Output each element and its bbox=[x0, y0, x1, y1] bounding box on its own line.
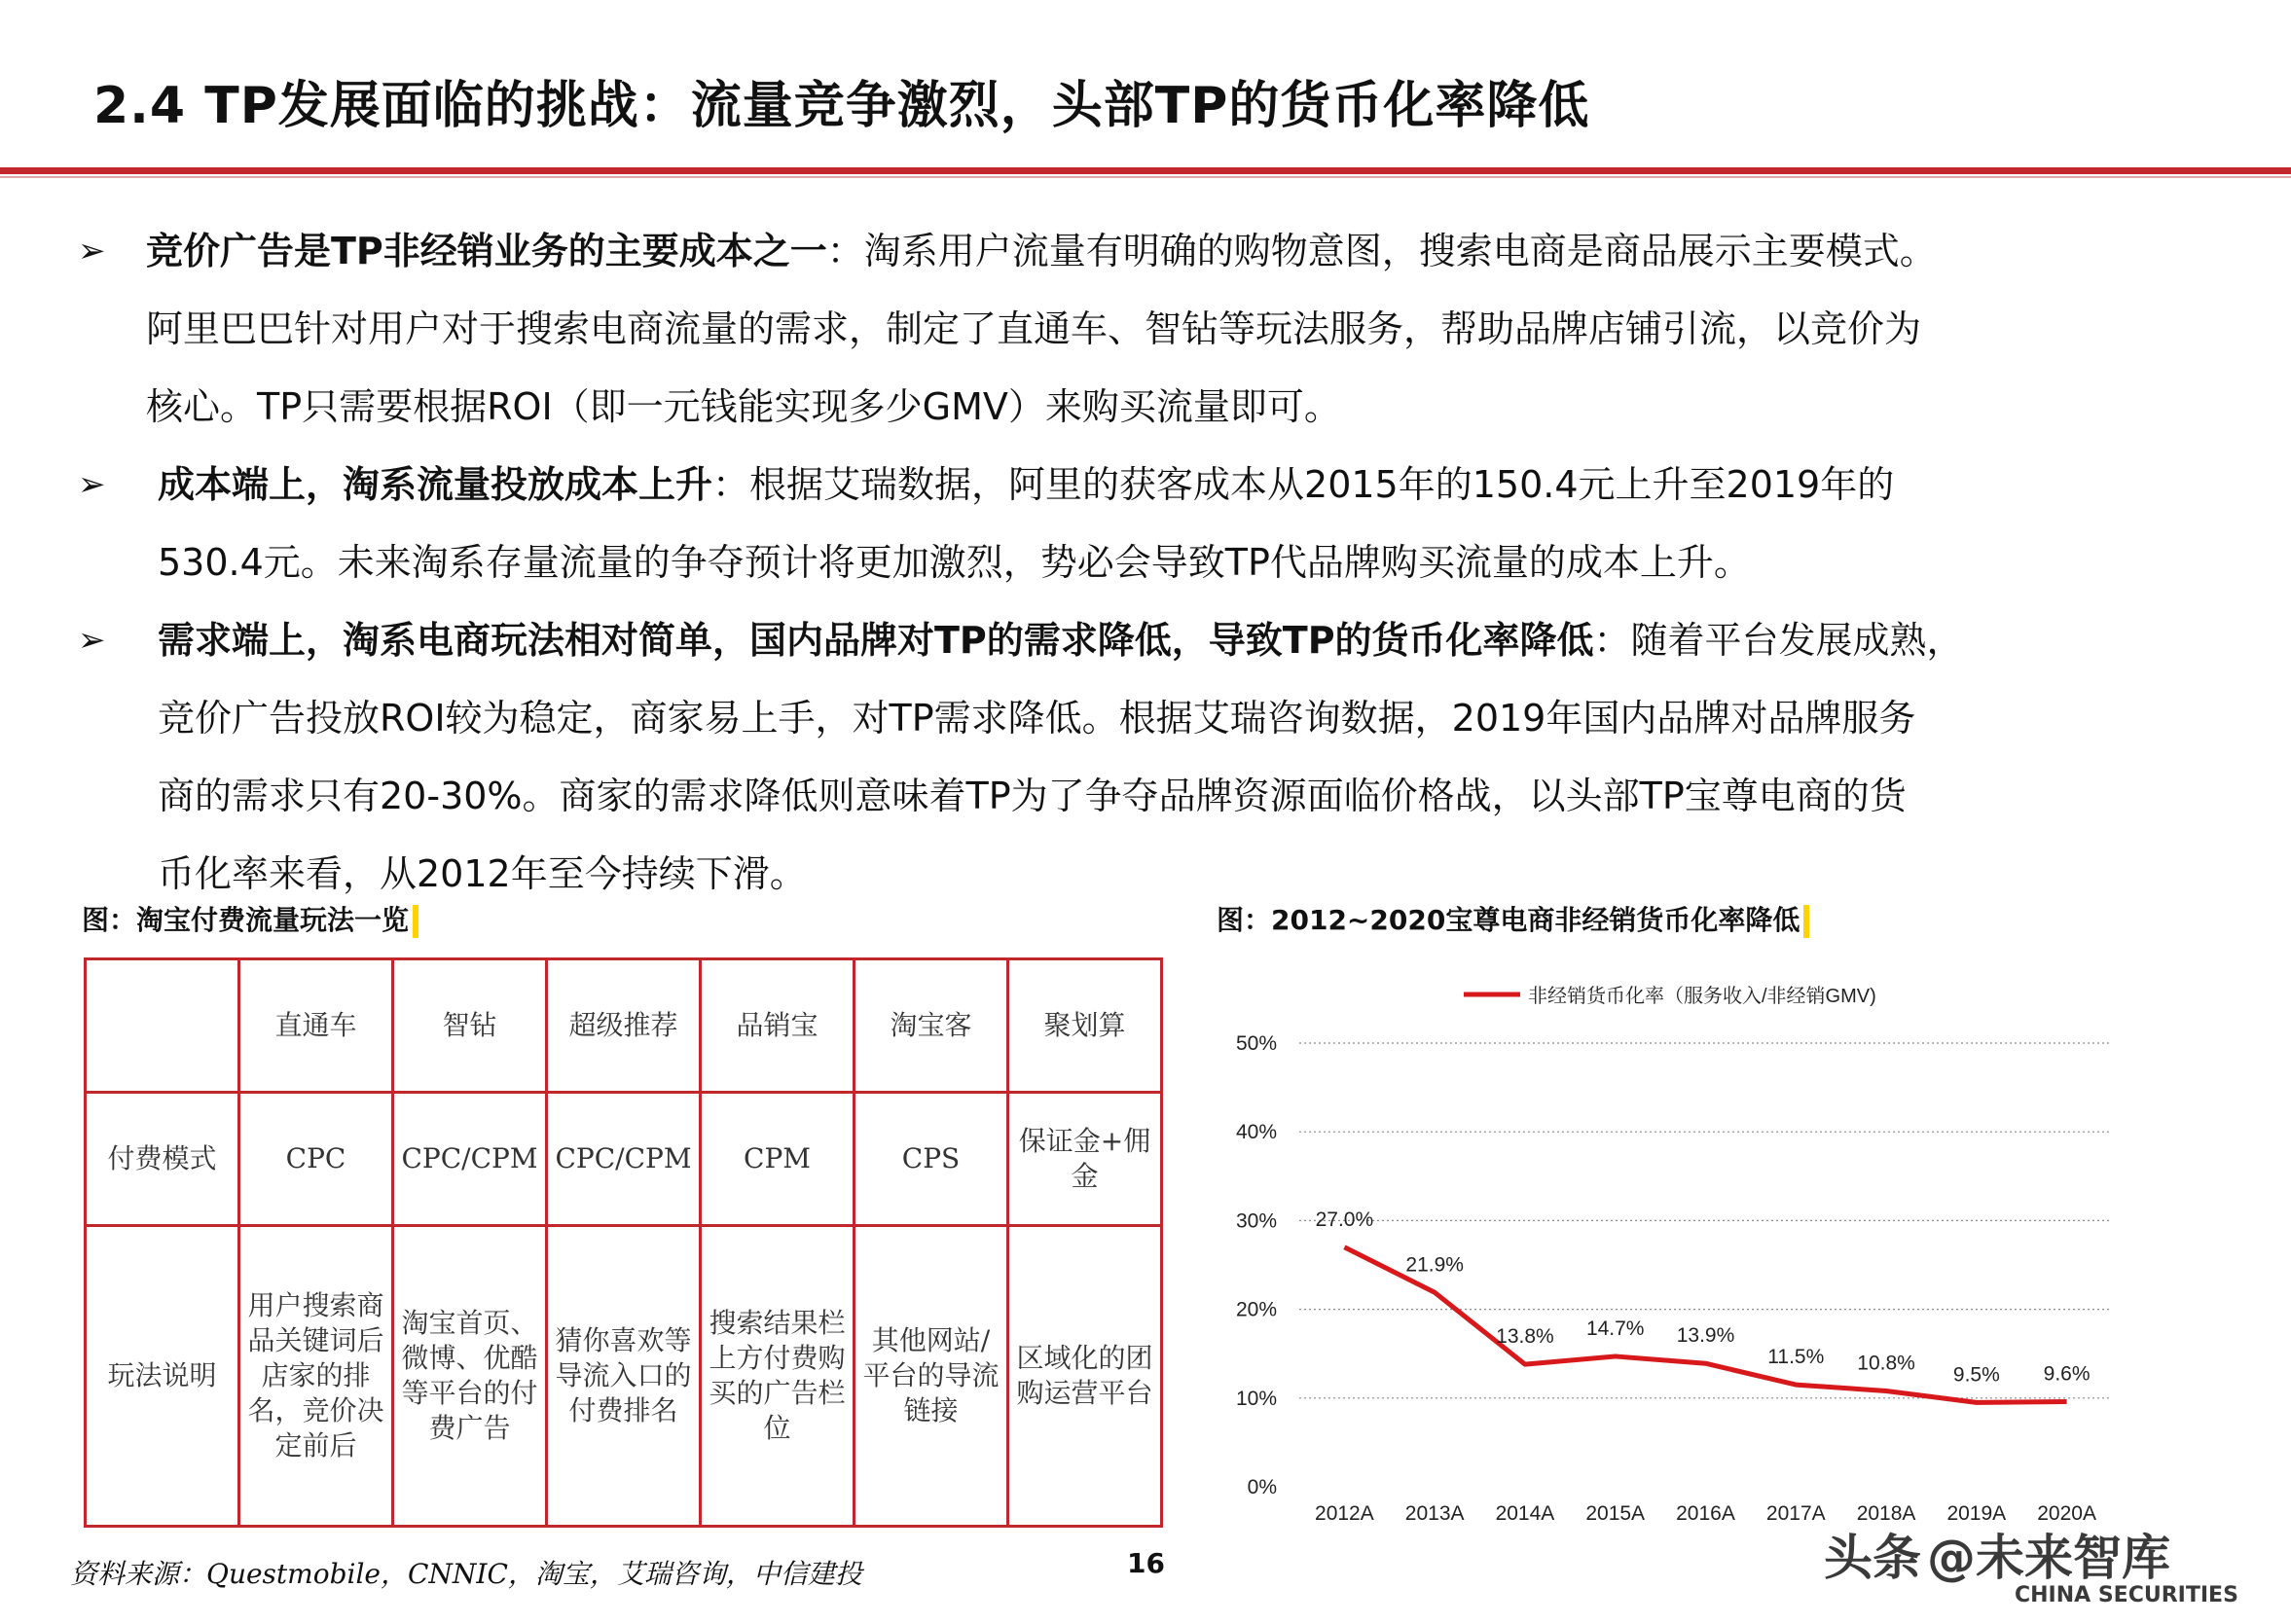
paid-traffic-table bbox=[84, 957, 1163, 1528]
table-header-row bbox=[86, 959, 1162, 1093]
data-label: 10.8% bbox=[1857, 1352, 1915, 1375]
table-header-cell: 智钻 bbox=[393, 959, 547, 1093]
table-cell: CPC bbox=[239, 1093, 393, 1226]
bullet-text: 商的需求只有20-30%。商家的需求降低则意味着TP为了争夺品牌资源面临价格战，以头部TP宝尊电商的货 bbox=[158, 775, 1907, 817]
watermark bbox=[1820, 1518, 2258, 1606]
table-cell: CPC/CPM bbox=[393, 1093, 547, 1226]
y-tick-label: 0% bbox=[1247, 1476, 1277, 1498]
highlight-mark bbox=[1803, 905, 1809, 938]
x-tick-label: 2014A bbox=[1495, 1502, 1555, 1525]
arrow-bullet-icon: ➢ bbox=[78, 232, 106, 271]
table-row bbox=[86, 1226, 1162, 1527]
table-row-label: 付费模式 bbox=[86, 1093, 239, 1226]
bullet-item-1 bbox=[78, 212, 2258, 446]
x-tick-label: 2015A bbox=[1585, 1502, 1646, 1525]
chart-caption-text: 图：2012~2020宝尊电商非经销货币化率降低 bbox=[1217, 904, 1800, 936]
y-tick-label: 40% bbox=[1235, 1121, 1277, 1144]
table-cell: 区域化的团购运营平台 bbox=[1008, 1226, 1162, 1527]
page-number: 16 bbox=[1127, 1547, 1165, 1579]
y-tick-label: 10% bbox=[1235, 1387, 1277, 1410]
bullet-item-3 bbox=[78, 601, 2258, 913]
table-cell: 搜索结果栏上方付费购买的广告栏位 bbox=[701, 1226, 855, 1527]
data-label: 9.5% bbox=[1952, 1363, 2000, 1387]
x-tick-label: 2020A bbox=[2037, 1502, 2096, 1525]
highlight-mark bbox=[413, 905, 418, 938]
bullet-item-2 bbox=[78, 446, 2258, 601]
data-label: 11.5% bbox=[1767, 1346, 1825, 1369]
table-header-cell: 聚划算 bbox=[1008, 959, 1162, 1093]
bullet-text: 阿里巴巴针对用户对于搜索电商流量的需求，制定了直通车、智钻等玩法服务，帮助品牌店铺引流，以竞价为 bbox=[146, 307, 1922, 350]
table-cell: CPC/CPM bbox=[547, 1093, 701, 1226]
x-tick-label: 2019A bbox=[1946, 1502, 2007, 1525]
y-tick-label: 50% bbox=[1235, 1032, 1277, 1055]
table-cell: 用户搜索商品关键词后店家的排名，竞价决定前后 bbox=[239, 1226, 393, 1527]
x-tick-label: 2013A bbox=[1404, 1502, 1465, 1525]
monetization-rate-chart bbox=[1217, 963, 2190, 1528]
bullet-text: 530.4元。未来淘系存量流量的争夺预计将更加激烈，势必会导致TP代品牌购买流量的成本上升。 bbox=[158, 541, 1751, 584]
x-tick-label: 2016A bbox=[1676, 1502, 1735, 1525]
data-label: 13.8% bbox=[1496, 1325, 1554, 1349]
bullet-list bbox=[78, 212, 2258, 913]
bullet-text: ：根据艾瑞数据，阿里的获客成本从2015年的150.4元上升至2019年的 bbox=[712, 463, 1895, 506]
bullet-text: 核心。TP只需要根据ROI（即一元钱能实现多少GMV）来购买流量即可。 bbox=[146, 385, 1341, 428]
arrow-bullet-icon: ➢ bbox=[78, 465, 106, 504]
watermark-text: @未来智库 bbox=[1927, 1530, 2170, 1586]
data-label: 21.9% bbox=[1405, 1253, 1464, 1277]
table-caption bbox=[82, 899, 418, 938]
bullet-text: ：淘系用户流量有明确的购物意图，搜索电商是商品展示主要模式。 bbox=[826, 230, 1937, 272]
data-label: 9.6% bbox=[2043, 1362, 2091, 1386]
x-tick-label: 2017A bbox=[1765, 1502, 1826, 1525]
line-chart-svg bbox=[1217, 963, 2190, 1528]
bullet-text: 竞价广告投放ROI较为稳定，商家易上手，对TP需求降低。根据艾瑞咨询数据，2019年国内品牌对品牌服务 bbox=[158, 697, 1916, 740]
table-caption-text: 图：淘宝付费流量玩法一览 bbox=[82, 904, 410, 936]
watermark-svg bbox=[1820, 1518, 2258, 1606]
bullet-lead: 需求端上，淘系电商玩法相对简单，国内品牌对TP的需求降低，导致TP的货币化率降低 bbox=[158, 619, 1594, 662]
table-cell: 淘宝首页、微博、优酷等平台的付费广告 bbox=[393, 1226, 547, 1527]
table-row-label: 玩法说明 bbox=[86, 1226, 239, 1527]
x-tick-label: 2018A bbox=[1856, 1502, 1916, 1525]
y-tick-label: 20% bbox=[1235, 1298, 1277, 1321]
watermark-text: 头条 bbox=[1824, 1530, 1921, 1586]
page-title: 2.4 TP发展面临的挑战：流量竞争激烈，头部TP的货币化率降低 bbox=[93, 77, 1590, 135]
table-header-cell: 超级推荐 bbox=[547, 959, 701, 1093]
bullet-lead: 竞价广告是TP非经销业务的主要成本之一 bbox=[146, 230, 827, 272]
title-divider bbox=[0, 167, 2291, 174]
x-tick-label: 2012A bbox=[1315, 1502, 1374, 1525]
table-cell: 猜你喜欢等导流入口的付费排名 bbox=[547, 1226, 701, 1527]
chart-caption bbox=[1217, 899, 1809, 938]
table-header-cell: 品销宝 bbox=[701, 959, 855, 1093]
table-header-cell: 直通车 bbox=[239, 959, 393, 1093]
watermark-text: CHINA SECURITIES bbox=[2015, 1583, 2238, 1606]
source-note: 资料来源：Questmobile，CNNIC，淘宝，艾瑞咨询，中信建投 bbox=[70, 1558, 862, 1590]
table-row bbox=[86, 1093, 1162, 1226]
data-label: 27.0% bbox=[1315, 1208, 1374, 1231]
table-corner-cell bbox=[86, 959, 239, 1093]
table-cell: 保证金+佣金 bbox=[1008, 1093, 1162, 1226]
title-divider-shadow bbox=[0, 176, 2291, 178]
data-label: 13.9% bbox=[1676, 1324, 1735, 1348]
data-label: 14.7% bbox=[1585, 1317, 1645, 1340]
arrow-bullet-icon: ➢ bbox=[78, 621, 106, 660]
table-cell: 其他网站/平台的导流链接 bbox=[855, 1226, 1008, 1527]
table-header-cell: 淘宝客 bbox=[855, 959, 1008, 1093]
bullet-lead: 成本端上，淘系流量投放成本上升 bbox=[158, 463, 713, 506]
table-cell: CPS bbox=[855, 1093, 1008, 1226]
y-tick-label: 30% bbox=[1235, 1209, 1277, 1233]
legend-label: 非经销货币化率（服务收入/非经销GMV) bbox=[1528, 986, 1876, 1007]
bullet-text: 币化率来看，从2012年至今持续下滑。 bbox=[158, 852, 807, 895]
table-cell: CPM bbox=[701, 1093, 855, 1226]
bullet-text: ：随着平台发展成熟， bbox=[1593, 619, 1964, 662]
